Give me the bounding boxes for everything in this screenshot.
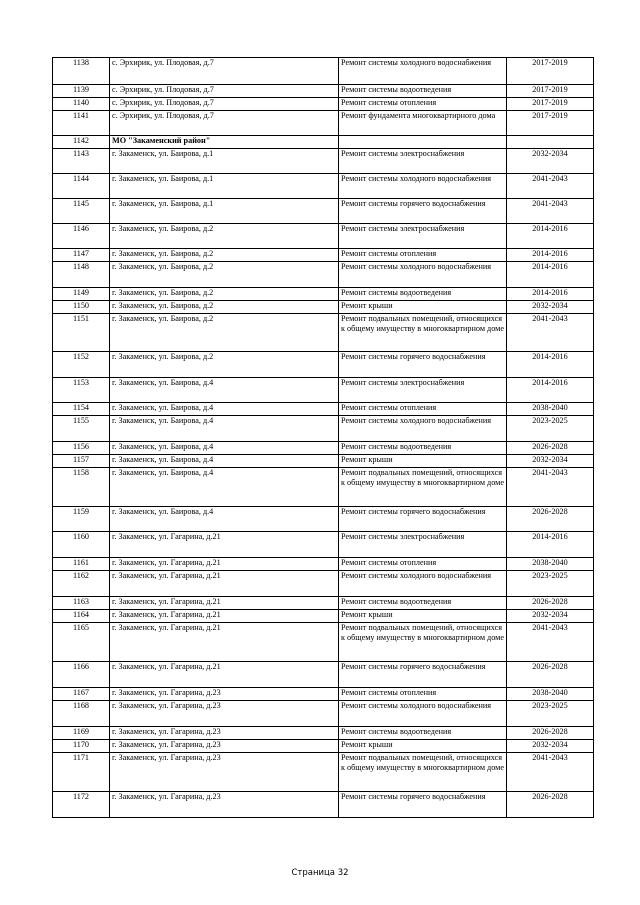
address-cell: г. Закаменск, ул. Баирова, д.4: [110, 378, 339, 403]
address-cell: г. Закаменск, ул. Гагарина, д.23: [110, 688, 339, 701]
row-number: 1144: [53, 174, 110, 199]
address-cell: г. Закаменск, ул. Гагарина, д.21: [110, 571, 339, 597]
row-number: 1168: [53, 701, 110, 727]
row-number: 1166: [53, 662, 110, 688]
work-type-cell: Ремонт системы горячего водоснабжения: [339, 662, 507, 688]
address-cell: г. Закаменск, ул. Гагарина, д.23: [110, 727, 339, 740]
table-row: [53, 85, 594, 98]
row-number: 1169: [53, 727, 110, 740]
work-type-cell: Ремонт подвальных помещений, относящихся к общему имуществу в многоквартирном доме: [339, 468, 507, 507]
table-row: [53, 149, 594, 174]
address-cell: с. Эрхирик, ул. Плодовая, д.7: [110, 58, 339, 85]
period-cell: 2014-2016: [507, 288, 594, 301]
address-cell: с. Эрхирик, ул. Плодовая, д.7: [110, 85, 339, 98]
work-type-cell: Ремонт системы электроснабжения: [339, 149, 507, 174]
work-type-cell: Ремонт системы водоотведения: [339, 727, 507, 740]
table-row: [53, 792, 594, 818]
table-row: [53, 442, 594, 455]
row-number: 1150: [53, 301, 110, 314]
address-cell: г. Закаменск, ул. Баирова, д.4: [110, 442, 339, 455]
address-cell: г. Закаменск, ул. Гагарина, д.21: [110, 662, 339, 688]
address-cell: г. Закаменск, ул. Баирова, д.2: [110, 301, 339, 314]
row-number: 1139: [53, 85, 110, 98]
address-cell: г. Закаменск, ул. Гагарина, д.21: [110, 597, 339, 610]
table-row: [53, 111, 594, 136]
address-cell: г. Закаменск, ул. Баирова, д.4: [110, 403, 339, 416]
work-type-cell: Ремонт системы холодного водоснабжения: [339, 701, 507, 727]
table-row: [53, 507, 594, 532]
work-type-cell: Ремонт системы электроснабжения: [339, 532, 507, 558]
work-type-cell: Ремонт крыши: [339, 610, 507, 623]
table-row: [53, 662, 594, 688]
work-type-cell: Ремонт системы отопления: [339, 558, 507, 571]
table-row: [53, 740, 594, 753]
period-cell: 2038-2040: [507, 403, 594, 416]
table-row: [53, 571, 594, 597]
address-cell: г. Закаменск, ул. Гагарина, д.23: [110, 792, 339, 818]
table-row: [53, 558, 594, 571]
row-number: 1145: [53, 199, 110, 224]
period-cell: 2017-2019: [507, 111, 594, 136]
period-cell: 2026-2028: [507, 662, 594, 688]
period-cell: 2023-2025: [507, 571, 594, 597]
table-row: [53, 468, 594, 507]
table-row: [53, 701, 594, 727]
table-row: [53, 623, 594, 662]
address-cell: г. Закаменск, ул. Гагарина, д.21: [110, 532, 339, 558]
table-row: [53, 688, 594, 701]
address-cell: г. Закаменск, ул. Баирова, д.1: [110, 149, 339, 174]
work-type-cell: Ремонт системы горячего водоснабжения: [339, 199, 507, 224]
table-row: [53, 58, 594, 85]
table-row: [53, 753, 594, 792]
period-cell: 2014-2016: [507, 224, 594, 249]
address-cell: г. Закаменск, ул. Баирова, д.2: [110, 262, 339, 288]
address-cell: МО "Закаменский район": [110, 136, 339, 149]
table-row: [53, 352, 594, 378]
period-cell: 2014-2016: [507, 352, 594, 378]
period-cell: 2023-2025: [507, 701, 594, 727]
period-cell: 2032-2034: [507, 455, 594, 468]
address-cell: с. Эрхирик, ул. Плодовая, д.7: [110, 111, 339, 136]
work-type-cell: Ремонт системы электроснабжения: [339, 378, 507, 403]
work-type-cell: Ремонт системы холодного водоснабжения: [339, 416, 507, 442]
row-number: 1149: [53, 288, 110, 301]
table-row: [53, 416, 594, 442]
period-cell: 2041-2043: [507, 468, 594, 507]
table-row: [53, 301, 594, 314]
table-row: [53, 727, 594, 740]
work-type-cell: Ремонт системы холодного водоснабжения: [339, 262, 507, 288]
row-number: 1163: [53, 597, 110, 610]
row-number: 1161: [53, 558, 110, 571]
row-number: 1167: [53, 688, 110, 701]
row-number: 1171: [53, 753, 110, 792]
period-cell: 2026-2028: [507, 597, 594, 610]
page-footer: Страница 32: [291, 868, 349, 878]
address-cell: г. Закаменск, ул. Баирова, д.1: [110, 199, 339, 224]
row-number: 1153: [53, 378, 110, 403]
work-type-cell: Ремонт системы водоотведения: [339, 85, 507, 98]
work-type-cell: Ремонт фундамента многоквартирного дома: [339, 111, 507, 136]
address-cell: г. Закаменск, ул. Гагарина, д.21: [110, 623, 339, 662]
row-number: 1147: [53, 249, 110, 262]
row-number: 1146: [53, 224, 110, 249]
work-type-cell: Ремонт системы отопления: [339, 249, 507, 262]
table-row: [53, 610, 594, 623]
address-cell: г. Закаменск, ул. Баирова, д.4: [110, 468, 339, 507]
period-cell: 2017-2019: [507, 85, 594, 98]
period-cell: 2038-2040: [507, 558, 594, 571]
row-number: 1140: [53, 98, 110, 111]
row-number: 1158: [53, 468, 110, 507]
row-number: 1164: [53, 610, 110, 623]
period-cell: 2026-2028: [507, 507, 594, 532]
repair-schedule-body: [53, 58, 594, 818]
work-type-cell: Ремонт системы холодного водоснабжения: [339, 58, 507, 85]
address-cell: г. Закаменск, ул. Гагарина, д.21: [110, 558, 339, 571]
table-row: [53, 597, 594, 610]
work-type-cell: Ремонт подвальных помещений, относящихся к общему имуществу в многоквартирном доме: [339, 314, 507, 352]
period-cell: 2023-2025: [507, 416, 594, 442]
work-type-cell: Ремонт подвальных помещений, относящихся к общему имуществу в многоквартирном доме: [339, 623, 507, 662]
table-row: [53, 378, 594, 403]
address-cell: г. Закаменск, ул. Баирова, д.4: [110, 507, 339, 532]
period-cell: 2038-2040: [507, 688, 594, 701]
work-type-cell: Ремонт крыши: [339, 740, 507, 753]
row-number: 1152: [53, 352, 110, 378]
table-row: [53, 249, 594, 262]
table-row: [53, 288, 594, 301]
work-type-cell: Ремонт системы водоотведения: [339, 597, 507, 610]
address-cell: г. Закаменск, ул. Баирова, д.2: [110, 288, 339, 301]
period-cell: 2041-2043: [507, 623, 594, 662]
address-cell: г. Закаменск, ул. Баирова, д.2: [110, 224, 339, 249]
table-row: [53, 314, 594, 352]
period-cell: 2014-2016: [507, 532, 594, 558]
row-number: 1141: [53, 111, 110, 136]
work-type-cell: Ремонт системы горячего водоснабжения: [339, 352, 507, 378]
work-type-cell: Ремонт системы отопления: [339, 98, 507, 111]
work-type-cell: Ремонт подвальных помещений, относящихся к общему имуществу в многоквартирном доме: [339, 753, 507, 792]
work-type-cell: Ремонт крыши: [339, 301, 507, 314]
row-number: 1162: [53, 571, 110, 597]
address-cell: г. Закаменск, ул. Баирова, д.1: [110, 174, 339, 199]
row-number: 1138: [53, 58, 110, 85]
period-cell: 2026-2028: [507, 442, 594, 455]
period-cell: 2041-2043: [507, 314, 594, 352]
row-number: 1148: [53, 262, 110, 288]
period-cell: 2032-2034: [507, 301, 594, 314]
row-number: 1159: [53, 507, 110, 532]
period-cell: 2017-2019: [507, 98, 594, 111]
address-cell: г. Закаменск, ул. Баирова, д.2: [110, 314, 339, 352]
row-number: 1155: [53, 416, 110, 442]
work-type-cell: Ремонт системы водоотведения: [339, 288, 507, 301]
period-cell: 2032-2034: [507, 740, 594, 753]
table-row: [53, 532, 594, 558]
period-cell: 2032-2034: [507, 149, 594, 174]
work-type-cell: Ремонт системы водоотведения: [339, 442, 507, 455]
row-number: 1142: [53, 136, 110, 149]
address-cell: г. Закаменск, ул. Баирова, д.2: [110, 352, 339, 378]
work-type-cell: Ремонт крыши: [339, 455, 507, 468]
address-cell: г. Закаменск, ул. Баирова, д.2: [110, 249, 339, 262]
row-number: 1151: [53, 314, 110, 352]
table-row: [53, 199, 594, 224]
work-type-cell: Ремонт системы горячего водоснабжения: [339, 792, 507, 818]
period-cell: 2017-2019: [507, 58, 594, 85]
table-row: [53, 262, 594, 288]
row-number: 1170: [53, 740, 110, 753]
address-cell: г. Закаменск, ул. Гагарина, д.23: [110, 753, 339, 792]
period-cell: 2014-2016: [507, 378, 594, 403]
period-cell: 2026-2028: [507, 792, 594, 818]
table-row: [53, 403, 594, 416]
row-number: 1160: [53, 532, 110, 558]
row-number: 1156: [53, 442, 110, 455]
table-row: [53, 224, 594, 249]
period-cell: 2014-2016: [507, 249, 594, 262]
address-cell: г. Закаменск, ул. Баирова, д.4: [110, 416, 339, 442]
period-cell: [507, 136, 594, 149]
work-type-cell: Ремонт системы горячего водоснабжения: [339, 507, 507, 532]
period-cell: 2032-2034: [507, 610, 594, 623]
section-row: [53, 136, 594, 149]
work-type-cell: Ремонт системы электроснабжения: [339, 224, 507, 249]
address-cell: г. Закаменск, ул. Гагарина, д.21: [110, 610, 339, 623]
address-cell: с. Эрхирик, ул. Плодовая, д.7: [110, 98, 339, 111]
row-number: 1165: [53, 623, 110, 662]
row-number: 1157: [53, 455, 110, 468]
row-number: 1172: [53, 792, 110, 818]
table-row: [53, 455, 594, 468]
period-cell: 2014-2016: [507, 262, 594, 288]
period-cell: 2041-2043: [507, 174, 594, 199]
work-type-cell: Ремонт системы холодного водоснабжения: [339, 174, 507, 199]
work-type-cell: Ремонт системы отопления: [339, 688, 507, 701]
period-cell: 2026-2028: [507, 727, 594, 740]
period-cell: 2041-2043: [507, 199, 594, 224]
table-row: [53, 98, 594, 111]
work-type-cell: [339, 136, 507, 149]
address-cell: г. Закаменск, ул. Баирова, д.4: [110, 455, 339, 468]
repair-schedule-table: [52, 57, 594, 818]
address-cell: г. Закаменск, ул. Гагарина, д.23: [110, 740, 339, 753]
row-number: 1154: [53, 403, 110, 416]
row-number: 1143: [53, 149, 110, 174]
table-row: [53, 174, 594, 199]
address-cell: г. Закаменск, ул. Гагарина, д.23: [110, 701, 339, 727]
work-type-cell: Ремонт системы отопления: [339, 403, 507, 416]
work-type-cell: Ремонт системы холодного водоснабжения: [339, 571, 507, 597]
period-cell: 2041-2043: [507, 753, 594, 792]
